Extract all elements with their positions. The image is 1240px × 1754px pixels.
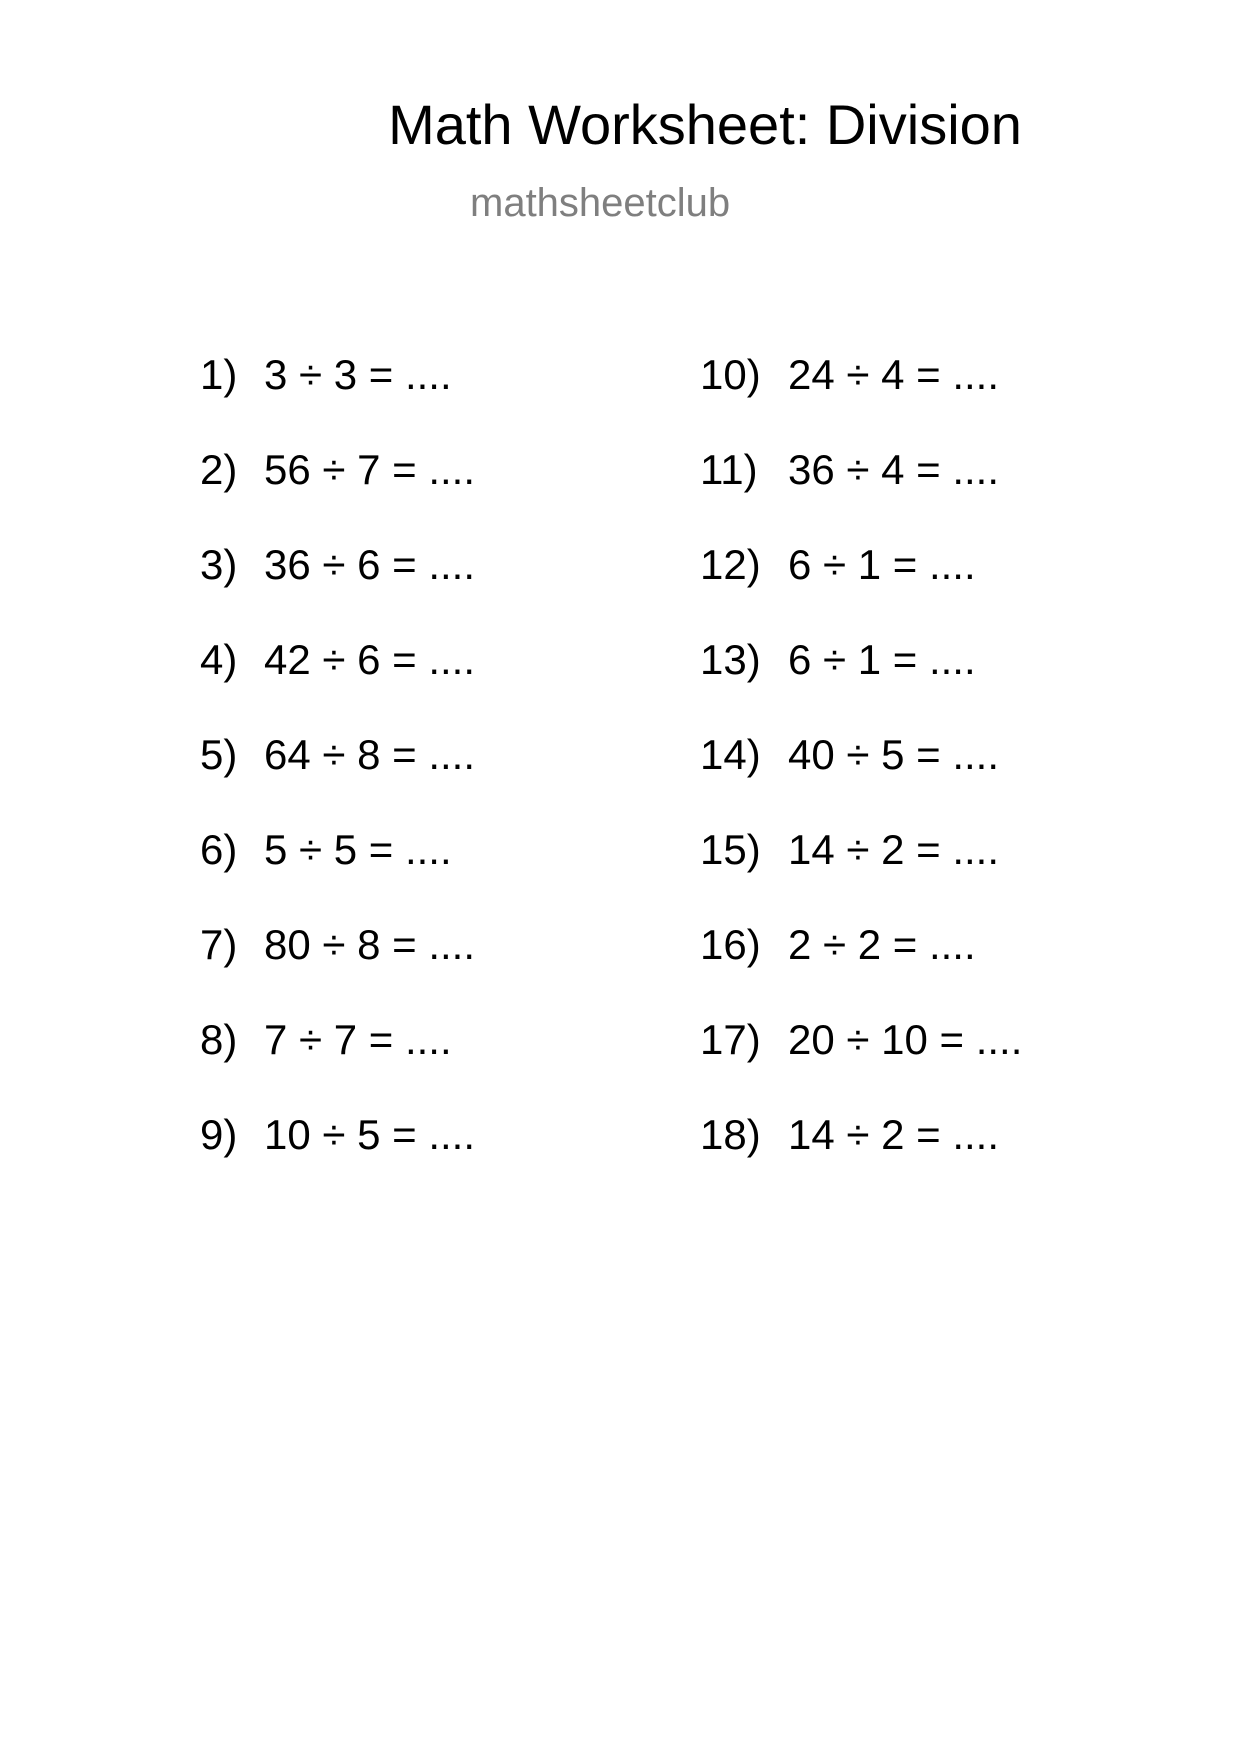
problem-expression: 14 ÷ 2 = .... <box>788 1111 1000 1158</box>
problem-number: 2) <box>200 446 238 493</box>
problem-number: 18) <box>700 1111 761 1158</box>
problem-item <box>200 730 475 825</box>
problem-item <box>700 825 1022 920</box>
problem-expression: 2 ÷ 2 = .... <box>788 921 976 968</box>
problem-item <box>700 1110 1022 1205</box>
problem-column-left <box>200 350 475 1205</box>
problem-number: 17) <box>700 1016 761 1063</box>
problem-item <box>700 350 1022 445</box>
problem-item <box>700 445 1022 540</box>
problem-number: 4) <box>200 636 238 683</box>
problem-expression: 14 ÷ 2 = .... <box>788 826 1000 873</box>
problem-expression: 80 ÷ 8 = .... <box>264 921 476 968</box>
problem-number: 7) <box>200 921 238 968</box>
problem-item <box>200 635 475 730</box>
worksheet-subtitle: mathsheetclub <box>470 181 731 225</box>
problem-expression: 10 ÷ 5 = .... <box>264 1111 476 1158</box>
problem-expression: 42 ÷ 6 = .... <box>264 636 476 683</box>
problem-expression: 6 ÷ 1 = .... <box>788 541 976 588</box>
problem-number: 9) <box>200 1111 238 1158</box>
problem-item <box>200 1110 475 1205</box>
problem-item <box>200 1015 475 1110</box>
problem-number: 1) <box>200 351 238 398</box>
problem-number: 5) <box>200 731 238 778</box>
problem-number: 3) <box>200 541 238 588</box>
problem-expression: 5 ÷ 5 = .... <box>264 826 452 873</box>
problem-number: 6) <box>200 826 238 873</box>
problem-expression: 40 ÷ 5 = .... <box>788 731 1000 778</box>
problem-number: 11) <box>700 446 758 493</box>
problem-number: 12) <box>700 541 761 588</box>
problem-expression: 36 ÷ 4 = .... <box>788 446 1000 493</box>
problem-item <box>200 540 475 635</box>
problem-number: 14) <box>700 731 761 778</box>
problem-item <box>200 350 475 445</box>
problem-item <box>700 730 1022 825</box>
problem-expression: 20 ÷ 10 = .... <box>788 1016 1023 1063</box>
worksheet-title: Math Worksheet: Division <box>388 93 1022 156</box>
problem-number: 13) <box>700 636 761 683</box>
problem-number: 15) <box>700 826 761 873</box>
problem-item <box>200 825 475 920</box>
problem-expression: 3 ÷ 3 = .... <box>264 351 452 398</box>
problem-item <box>700 540 1022 635</box>
problem-expression: 36 ÷ 6 = .... <box>264 541 476 588</box>
problem-expression: 7 ÷ 7 = .... <box>264 1016 452 1063</box>
problem-item <box>700 920 1022 1015</box>
problem-item <box>700 1015 1022 1110</box>
problem-expression: 6 ÷ 1 = .... <box>788 636 976 683</box>
problem-item <box>700 635 1022 730</box>
problem-number: 8) <box>200 1016 238 1063</box>
problem-number: 10) <box>700 351 761 398</box>
problem-expression: 24 ÷ 4 = .... <box>788 351 1000 398</box>
problem-expression: 64 ÷ 8 = .... <box>264 731 476 778</box>
problem-item <box>200 445 475 540</box>
problem-item <box>200 920 475 1015</box>
problem-expression: 56 ÷ 7 = .... <box>264 446 476 493</box>
problem-number: 16) <box>700 921 761 968</box>
problem-column-right <box>700 350 1022 1205</box>
